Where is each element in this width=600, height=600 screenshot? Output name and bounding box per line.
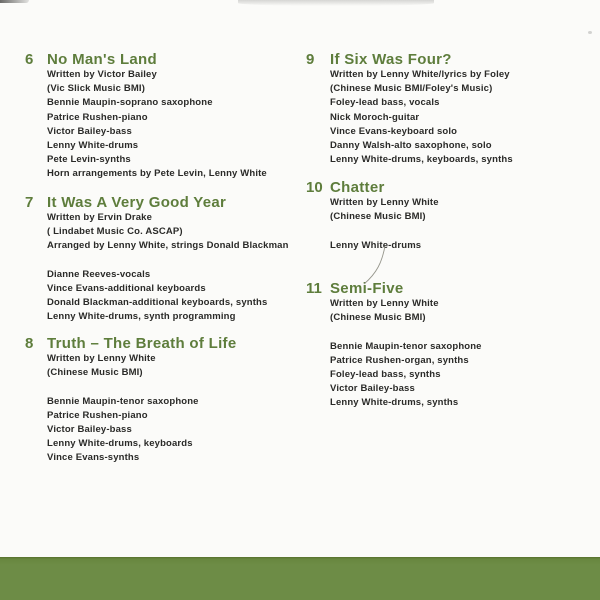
credit-line: Patrice Rushen-organ, synths <box>330 354 469 366</box>
credit-line: Bennie Maupin-tenor saxophone <box>330 340 482 352</box>
track-number: 11 <box>306 280 322 297</box>
scan-mark-top-left <box>0 0 29 3</box>
credit-line <box>330 224 439 238</box>
credit-line: Vince Evans-additional keyboards <box>47 282 206 294</box>
credit-line <box>47 254 289 268</box>
credit-line: Written by Lenny White/lyrics by Foley <box>330 69 510 80</box>
track-entry-6 <box>25 51 267 182</box>
track-entry-11 <box>306 280 482 411</box>
track-title: Semi-Five <box>330 280 404 297</box>
credit-line: Lenny White-drums, keyboards, synths <box>330 154 513 166</box>
credit-line: Bennie Maupin-tenor saxophone <box>47 395 199 407</box>
credit-line: Foley-lead bass, vocals <box>330 97 440 109</box>
credit-line: Vince Evans-synths <box>47 452 140 464</box>
credit-line: Nick Moroch-guitar <box>330 111 420 123</box>
track-credits <box>330 297 482 411</box>
track-heading <box>25 51 267 68</box>
credit-line: Horn arrangements by Pete Levin, Lenny White <box>47 168 267 180</box>
credit-line: Written by Lenny White <box>47 353 156 364</box>
credit-line: (Chinese Music BMI) <box>47 367 143 379</box>
track-heading <box>306 179 439 196</box>
credit-line: Foley-lead bass, synths <box>330 368 441 380</box>
track-heading <box>306 280 482 297</box>
track-credits <box>47 352 236 466</box>
scan-dot-right-edge <box>588 31 592 34</box>
credit-line: Vince Evans-keyboard solo <box>330 125 458 137</box>
track-number: 8 <box>25 335 34 352</box>
credit-line: Victor Bailey-bass <box>47 423 132 435</box>
credit-line: Lenny White-drums, synth programming <box>47 311 236 323</box>
track-number: 6 <box>25 51 34 68</box>
track-credits <box>47 211 289 325</box>
credit-line: ( Lindabet Music Co. ASCAP) <box>47 226 183 238</box>
track-heading <box>306 51 513 68</box>
track-entry-9 <box>306 51 513 167</box>
track-number: 10 <box>306 179 323 196</box>
track-entry-8 <box>25 335 236 466</box>
credit-line: Written by Victor Bailey <box>47 69 157 80</box>
track-title: Chatter <box>330 179 385 196</box>
track-entry-7 <box>25 194 289 325</box>
track-credits <box>330 68 513 167</box>
credit-line: Arranged by Lenny White, strings Donald Blackman <box>47 240 289 252</box>
credit-line <box>47 380 236 394</box>
credit-line: Donald Blackman-additional keyboards, synths <box>47 297 268 309</box>
credit-line: Victor Bailey-bass <box>330 383 415 395</box>
track-title: If Six Was Four? <box>330 51 452 68</box>
track-title: No Man's Land <box>47 51 157 68</box>
credit-line: Lenny White-drums <box>47 139 139 151</box>
credit-line: Danny Walsh-alto saxophone, solo <box>330 139 492 151</box>
credit-line: Bennie Maupin-soprano saxophone <box>47 97 213 109</box>
track-credits <box>330 196 439 253</box>
scan-smudge-top-center <box>238 0 434 6</box>
track-heading <box>25 335 236 352</box>
track-number: 7 <box>25 194 34 211</box>
track-number: 9 <box>306 51 315 68</box>
credit-line: Patrice Rushen-piano <box>47 409 148 421</box>
credit-line: (Vic Slick Music BMI) <box>47 83 146 95</box>
credit-line: Lenny White-drums, keyboards <box>47 438 193 450</box>
credit-line: Written by Lenny White <box>330 298 439 309</box>
credit-line: Written by Ervin Drake <box>47 212 153 223</box>
credit-line: Lenny White-drums, synths <box>330 397 459 409</box>
track-credits <box>47 68 267 182</box>
track-title: Truth – The Breath of Life <box>47 335 237 352</box>
credit-line: Lenny White-drums <box>330 239 422 251</box>
credit-line: Victor Bailey-bass <box>47 125 132 137</box>
credit-line: (Chinese Music BMI) <box>330 211 426 223</box>
track-heading <box>25 194 289 211</box>
track-entry-10 <box>306 179 439 253</box>
footer-green-band <box>0 557 600 600</box>
credit-line: Patrice Rushen-piano <box>47 111 148 123</box>
credit-line: (Chinese Music BMI/Foley's Music) <box>330 83 493 95</box>
credit-line: Pete Levin-synths <box>47 154 131 166</box>
credit-line: Dianne Reeves-vocals <box>47 268 151 280</box>
credit-line: Written by Lenny White <box>330 197 439 208</box>
track-title: It Was A Very Good Year <box>47 194 227 211</box>
credit-line <box>330 325 482 339</box>
credit-line: (Chinese Music BMI) <box>330 312 426 324</box>
